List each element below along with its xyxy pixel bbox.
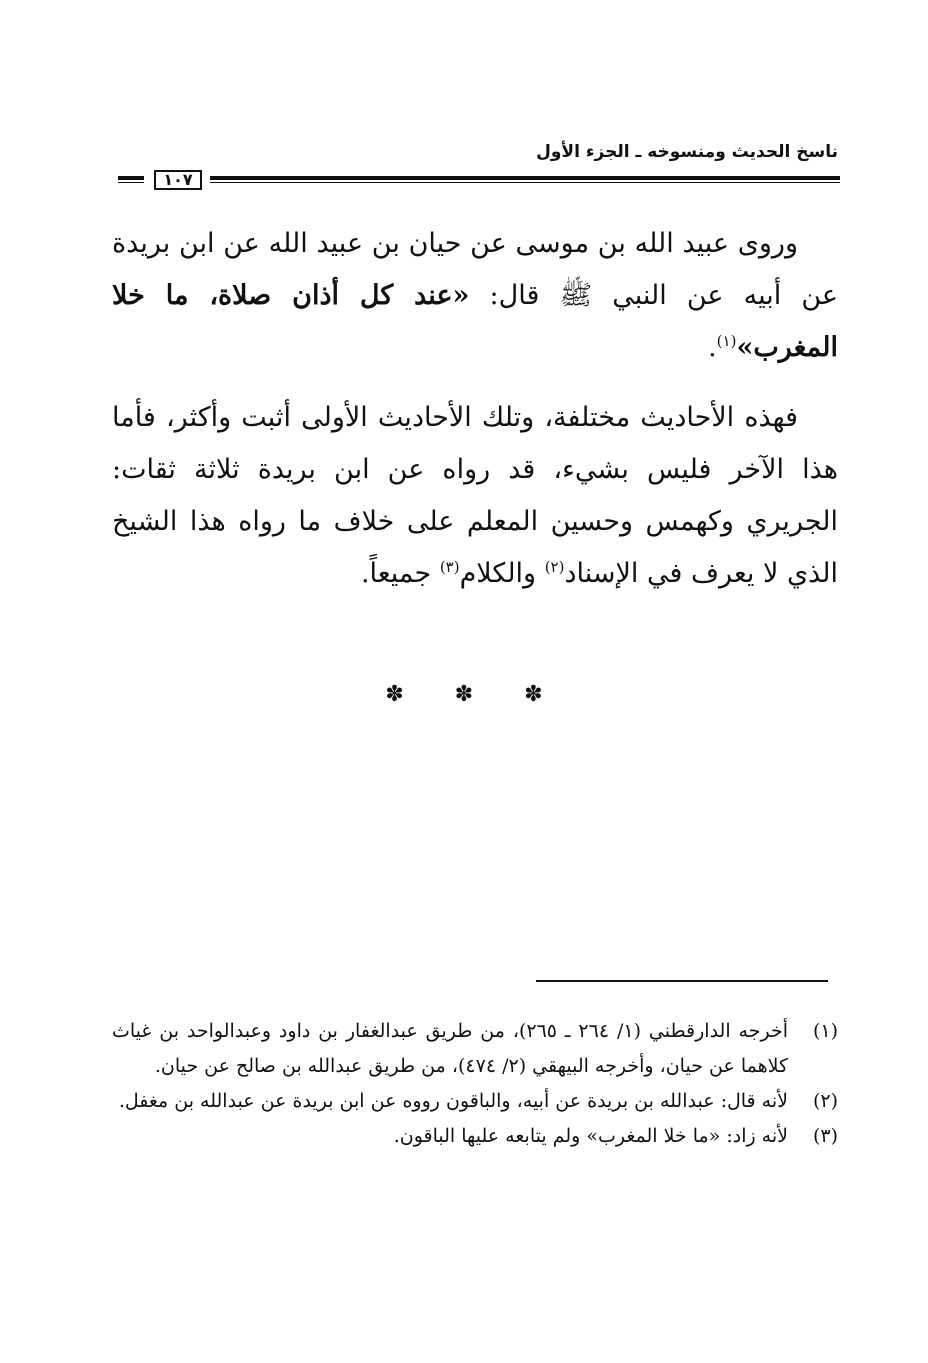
footnote-1	[112, 1014, 838, 1084]
footnote-text: لأنه قال: عبدالله بن بريدة عن أبيه، والباقون رووه عن ابن بريدة عن عبدالله بن مغفل.	[118, 1090, 788, 1112]
footnote-2	[112, 1084, 838, 1119]
footnote-ref-3[interactable]: (٣)	[439, 558, 460, 576]
rule-long-bottom	[210, 182, 840, 183]
star-ornament: ✽	[524, 682, 543, 707]
footnote-number: (٣)	[812, 1125, 838, 1147]
paragraph-2-text: فهذه الأحاديث مختلفة، وتلك الأحاديث الأولى أثبت وأكثر، فأما هذا الآخر فليس بشيء، قد رواه عن ابن بريدة ثلاثة ثقات: الجريري وكهمس وحسين المعلم على خلاف ما رواه هذا الشيخ الذي لا يعرف في الإسناد	[112, 402, 838, 589]
footnotes	[112, 1014, 838, 1154]
footnote-ref-1[interactable]: (١)	[716, 332, 737, 350]
rule-short-bottom	[118, 182, 144, 183]
footnote-text: أخرجه الدارقطني (١/ ٢٦٤ ـ ٢٦٥)، من طريق عبدالغفار بن داود وعبدالواحد بن غياث كلاهما عن حيان، وأخرجه البيهقي (٢/ ٤٧٤)، من طريق عبدالله بن صالح عن حيان.	[112, 1020, 788, 1077]
footnote-rule	[536, 980, 828, 982]
paragraph-2-text-b: والكلام	[459, 558, 545, 589]
footnote-3	[112, 1119, 838, 1154]
rule-long-top	[210, 176, 840, 180]
section-separator	[0, 682, 928, 707]
footnote-number: (٢)	[812, 1090, 838, 1112]
rule-short-top	[118, 176, 144, 180]
hadith-quote: «عند كل أذان صلاة، ما خلا المغرب»	[112, 280, 838, 363]
main-text	[112, 218, 838, 600]
header-rule	[118, 170, 840, 194]
paragraph-2	[112, 392, 838, 600]
footnote-text: لأنه زاد: «ما خلا المغرب» ولم يتابعه عليها الباقون.	[393, 1125, 788, 1147]
paragraph-1	[112, 218, 838, 374]
footnote-ref-2[interactable]: (٢)	[544, 558, 565, 576]
paragraph-2-text-c: جميعاً.	[360, 558, 440, 589]
paragraph-1-text: وروى عبيد الله بن موسى عن حيان بن عبيد الله عن ابن بريدة عن أبيه عن النبي ﷺ قال:	[112, 228, 838, 311]
paragraph-1-end: .	[708, 332, 717, 363]
star-ornament: ✽	[385, 682, 404, 707]
page-number: ١٠٧	[154, 170, 202, 190]
star-ornament: ✽	[454, 682, 474, 707]
running-title: ناسخ الحديث ومنسوخه ـ الجزء الأول	[536, 142, 838, 162]
footnote-number: (١)	[812, 1020, 838, 1042]
